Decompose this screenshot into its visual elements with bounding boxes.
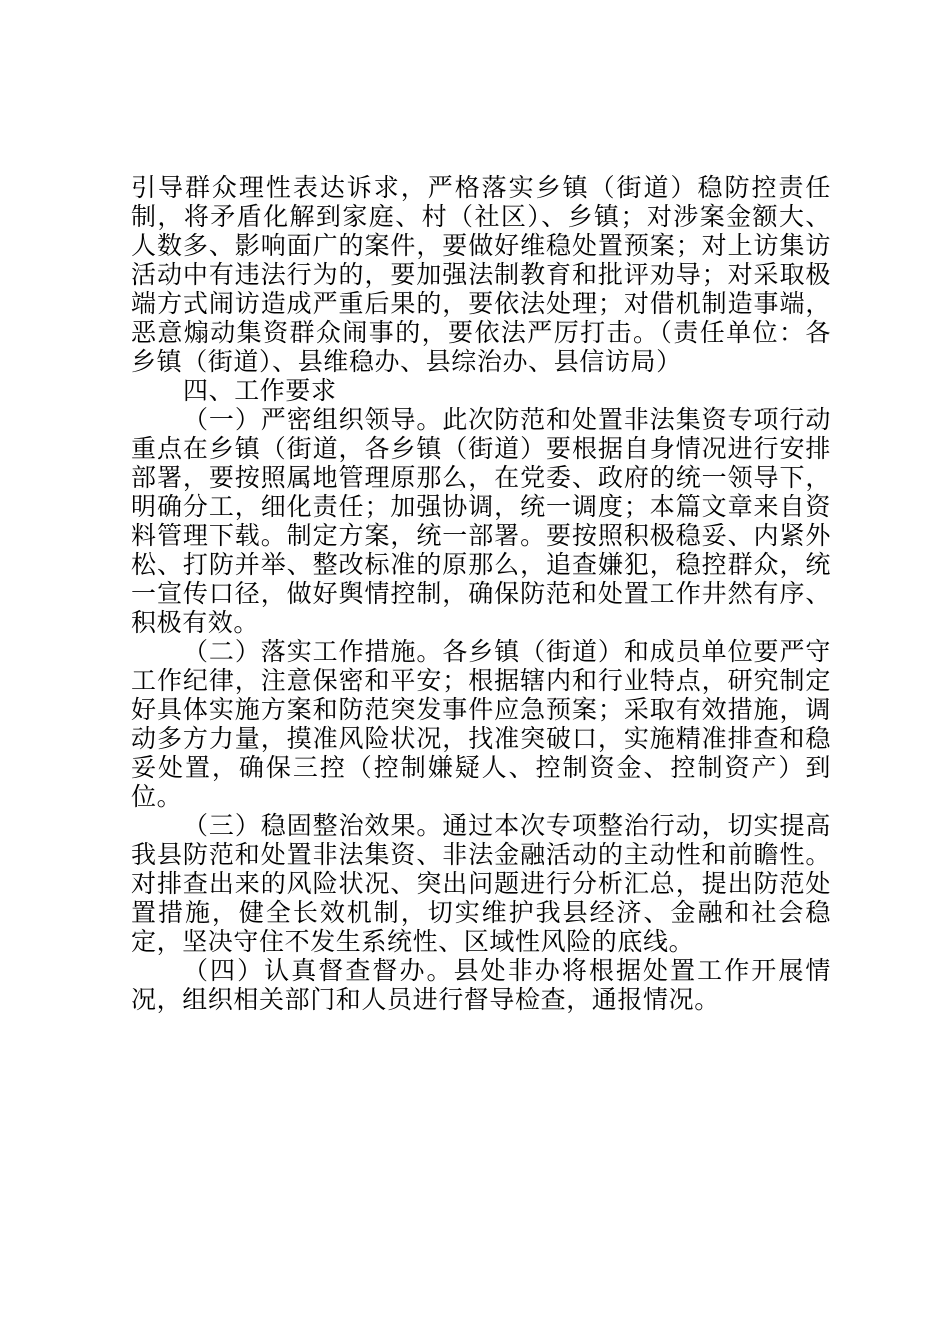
paragraph-supervision: （四）认真督查督办。县处非办将根据处置工作开展情况，组织相关部门和人员进行督导检查，通报情况。 bbox=[131, 956, 831, 1014]
paragraph-organization-leadership: （一）严密组织领导。此次防范和处置非法集资专项行动重点在乡镇（街道，各乡镇（街道）要根据自身情况进行安排部署，要按照属地管理原那么，在党委、政府的统一领导下，明确分工，细化责任；加强协调，统一调度；本篇文章来自资料管理下载。制定方案，统一部署。要按照积极稳妥、内紧外松、打防并举、整改标准的原那么，追查嫌犯，稳控群众，统一宣传口径，做好舆情控制，确保防范和处置工作井然有序、积极有效。 bbox=[131, 405, 831, 637]
section-heading-work-requirements: 四、工作要求 bbox=[183, 376, 337, 405]
paragraph-consolidate-effects: （三）稳固整治效果。通过本次专项整治行动，切实提高我县防范和处置非法集资、非法金融活动的主动性和前瞻性。对排查出来的风险状况、突出问题进行分析汇总，提出防范处置措施，健全长效机制，切实维护我县经济、金融和社会稳定，坚决守住不发生系统性、区域性风险的底线。 bbox=[131, 811, 831, 956]
paragraph-work-measures: （二）落实工作措施。各乡镇（街道）和成员单位要严守工作纪律，注意保密和平安；根据辖内和行业特点，研究制定好具体实施方案和防范突发事件应急预案；采取有效措施，调动多方力量，摸准风险状况，找准突破口，实施精准排查和稳妥处置，确保三控（控制嫌疑人、控制资金、控制资产）到位。 bbox=[131, 637, 831, 811]
paragraph-continuation: 引导群众理性表达诉求，严格落实乡镇（街道）稳防控责任制，将矛盾化解到家庭、村（社区）、乡镇；对涉案金额大、人数多、影响面广的案件，要做好维稳处置预案；对上访集访活动中有违法行为的，要加强法制教育和批评劝导；对采取极端方式闹访造成严重后果的，要依法处理；对借机制造事端，恶意煽动集资群众闹事的，要依法严厉打击。（责任单位：各乡镇（街道）、县维稳办、县综治办、县信访局） bbox=[131, 173, 831, 376]
document-body bbox=[131, 173, 831, 1014]
